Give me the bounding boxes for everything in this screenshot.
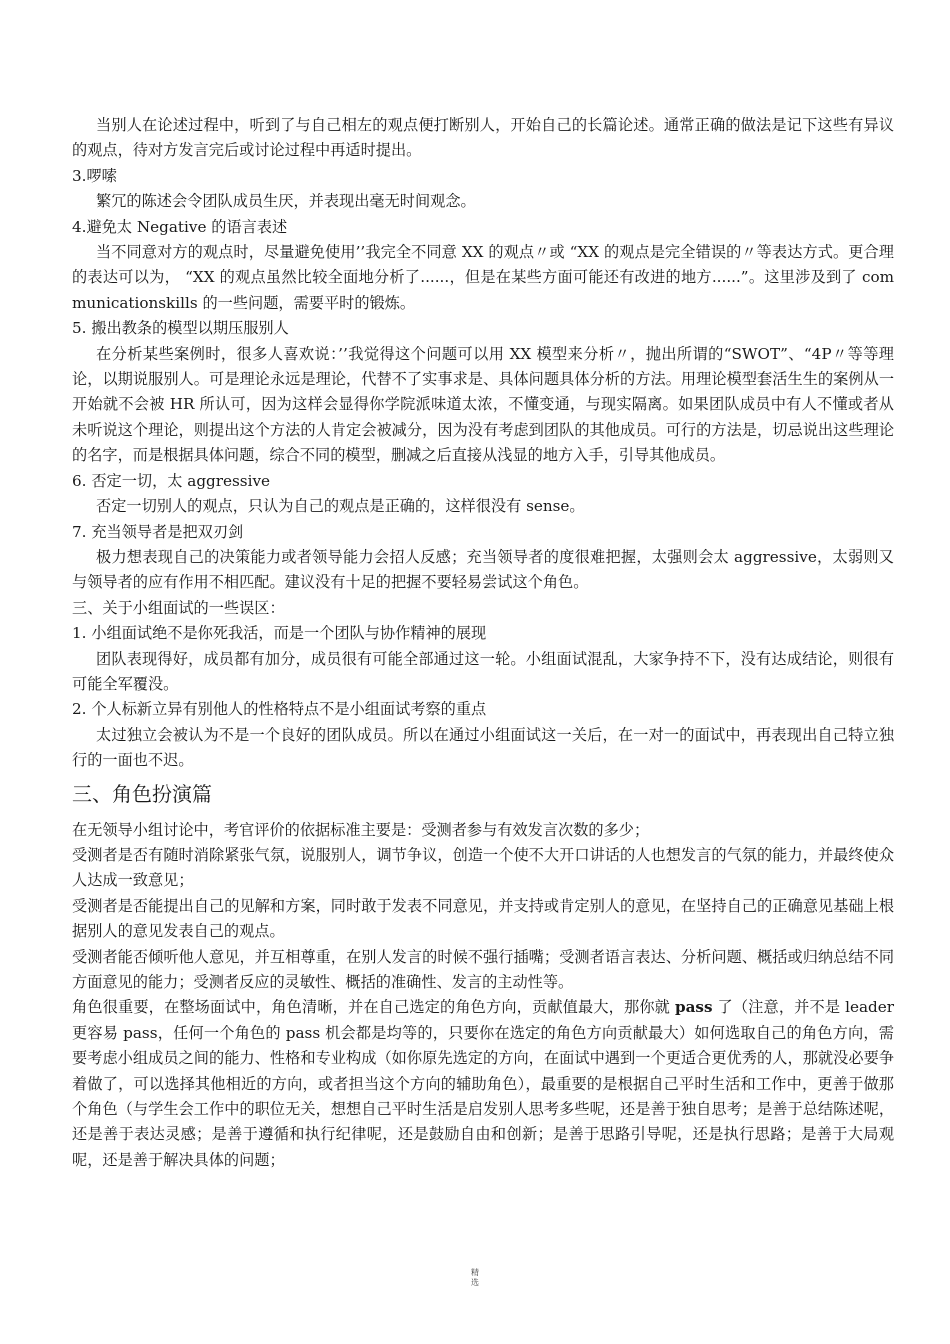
paragraph-negative: 当不同意对方的观点时，尽量避免使用’’我完全不同意 XX 的观点〃或 “XX 的观点是完全错误的〃等表达方式。更合理的表达可以为， “XX 的观点虽然比较全面地分析了......，但是在某些方面可能还有改进的地方......”。这里涉及到了 communicationskills 的一些问题，需要平时的锻炼。	[72, 243, 894, 312]
paragraph-dogmatic-models: 在分析某些案例时，很多人喜欢说：’’我觉得这个问题可以用 XX 模型来分析〃，抛出所谓的“SWOT”、“4P〃等等理论，以期说服别人。可是理论永远是理论，代替不了实事求是、具体问题具体分析的方法。用理论模型套活生生的案例从一开始就不会被 HR 所认可，因为这样会显得你学院派味道太浓，不懂变通，与现实隔离。如果团队成员中有人不懂或者从未听说这个理论，则提出这个方法的人肯定会被减分，因为没有考虑到团队的其他成员。可行的方法是，切忌说出这些理论的名字，而是根据具体问题，综合不同的模型，删减之后直接从浅显的地方入手，引导其他成员。	[72, 344, 894, 465]
paragraph-interrupting: 当别人在论述过程中，听到了与自己相左的观点便打断别人，开始自己的长篇论述。通常正确的做法是记下这些有异议的观点，待对方发言完后或讨论过程中再适时提出。	[72, 116, 894, 160]
section-heading-role-play: 三、角色扮演篇	[72, 781, 212, 806]
item-heading-verbose: 3.啰嗦	[72, 166, 117, 185]
item-heading-dogmatic-models: 5. 搬出教条的模型以期压服别人	[72, 319, 289, 338]
footer-mark-line1: 精	[471, 1268, 479, 1277]
paragraph-leader: 极力想表现自己的决策能力或者领导能力会招人反感；充当领导者的度很难把握，太强则会太 aggressive，太弱则又与领导者的应有作用不相匹配。建议没有十足的把握不要轻易尝试这个角色。	[72, 547, 894, 592]
section-title-misconceptions: 三、关于小组面试的一些误区：	[72, 598, 285, 617]
item-heading-negative: 4.避免太 Negative 的语言表述	[72, 217, 288, 236]
role-text-before: 角色很重要，在整场面试中，角色清晰，并在自己选定的角色方向，贡献值最大，那你就	[72, 998, 675, 1017]
paragraph-criteria-1: 在无领导小组讨论中，考官评价的依据标准主要是：受测者参与有效发言次数的多少；	[72, 820, 650, 839]
paragraph-criteria-2: 受测者是否有随时消除紧张气氛，说服别人，调节争议，创造一个使不大开口讲话的人也想发言的气氛的能力，并最终使众人达成一致意见；	[72, 845, 894, 890]
item-heading-leader: 7. 充当领导者是把双刃剑	[72, 522, 244, 541]
page-footer	[0, 1268, 950, 1288]
role-text-after: 了（注意，并不是 leader 更容易 pass，任何一个角色的 pass 机会都是均等的，只要你在选定的角色方向贡献最大）如何选取自己的角色方向，需要考虑小组成员之间的能力、性格和专业构成（如你原先选定的方向，在面试中遇到一个更适合更优秀的人，那就没必要争着做了，可以选择其他相近的方向，或者担当这个方向的辅助角色），最重要的是根据自己平时生活和工作中，更善于做那个角色（与学生会工作中的职位无关，想想自己平时生活是启发别人思考多些呢，还是善于独自思考；是善于总结陈述呢，还是善于表达灵感；是善于遵循和执行纪律呢，还是鼓励自由和创新；是善于思路引导呢，还是执行思路；是善于大局观呢，还是善于解决具体的问题；	[72, 998, 894, 1169]
item-heading-teamwork: 1. 小组面试绝不是你死我活，而是一个团队与协作精神的展现	[72, 624, 487, 643]
paragraph-aggressive: 否定一切别人的观点，只认为自己的观点是正确的，这样很没有 sense。	[96, 497, 585, 516]
paragraph-teamwork: 团队表现得好，成员都有加分，成员很有可能全部通过这一轮。小组面试混乱，大家争持不下，没有达成结论，则很有可能全军覆没。	[72, 649, 894, 693]
paragraph-role-importance	[72, 995, 894, 1173]
paragraph-criteria-3: 受测者是否能提出自己的见解和方案，同时敢于发表不同意见，并支持或肯定别人的意见，在坚持自己的正确意见基础上根据别人的意见发表自己的观点。	[72, 896, 894, 941]
document-body	[72, 113, 894, 1173]
item-heading-individuality: 2. 个人标新立异有别他人的性格特点不是小组面试考察的重点	[72, 700, 487, 719]
paragraph-criteria-4: 受测者能否倾听他人意见，并互相尊重，在别人发言的时候不强行插嘴；受测者语言表达、分析问题、概括或归纳总结不同方面意见的能力；受测者反应的灵敏性、概括的准确性、发言的主动性等。	[72, 947, 894, 991]
paragraph-individuality: 太过独立会被认为不是一个良好的团队成员。所以在通过小组面试这一关后，在一对一的面试中，再表现出自己特立独行的一面也不迟。	[72, 725, 894, 770]
paragraph-verbose: 繁冗的陈述会令团队成员生厌，并表现出毫无时间观念。	[96, 192, 476, 211]
footer-mark-line2: 选	[471, 1278, 479, 1287]
item-heading-aggressive: 6. 否定一切，太 aggressive	[72, 471, 271, 490]
role-text-bold-pass: pass	[674, 998, 713, 1017]
